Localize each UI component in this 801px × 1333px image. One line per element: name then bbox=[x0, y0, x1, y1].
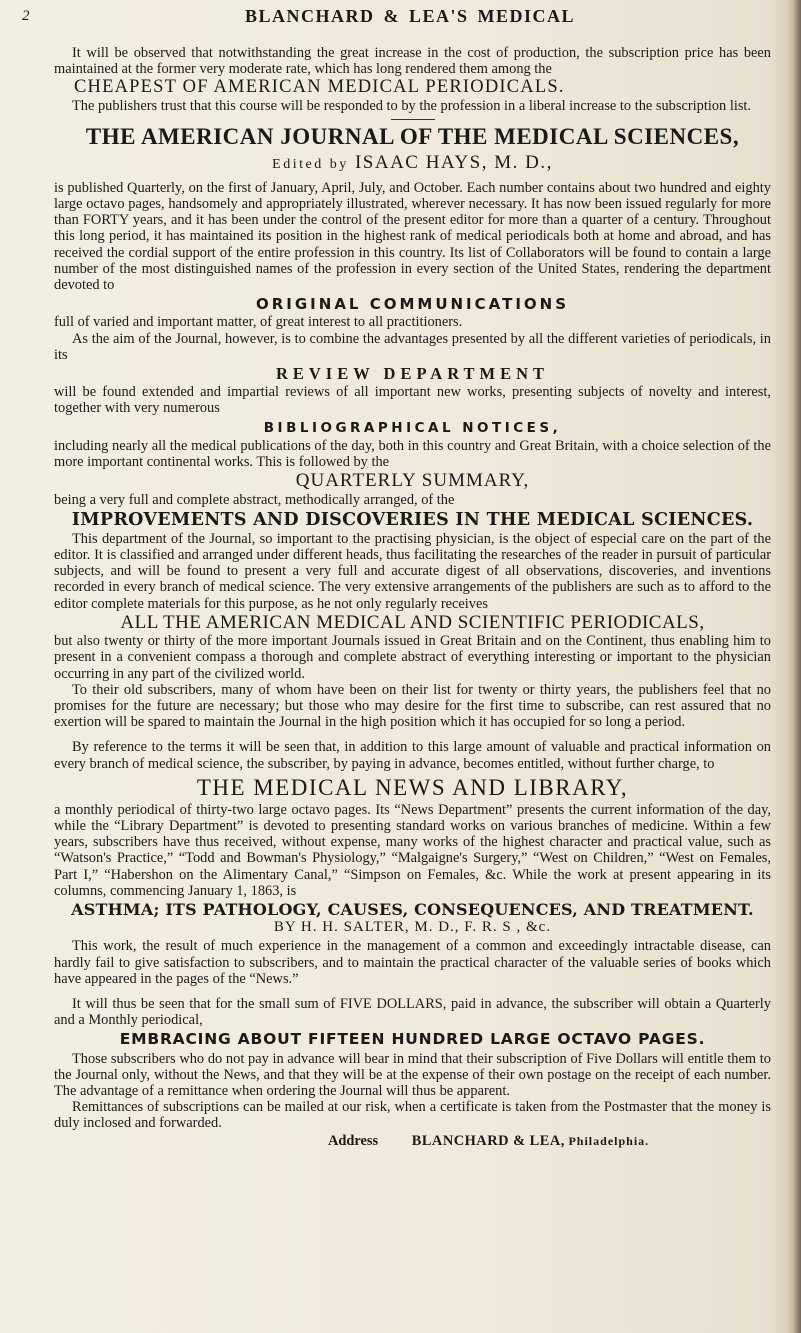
edited-by-label: Edited by bbox=[272, 156, 349, 172]
heading-bibliographical-notices: BIBLIOGRAPHICAL NOTICES, bbox=[263, 419, 562, 436]
address-label: Address bbox=[328, 1132, 379, 1149]
news-description: a monthly periodical of thirty-two large octavo pages. Its “News Department” presents the current information of the day, while the “Library Department” is devoted to presenting standard works on various branches of medicine. Within a few years, subscribers have thus received, without expense, many works of the highest character and practical value, such as “Watson's Practice,” “Todd and Bowman's Physiology,” “Malgaigne's Surgery,” “West on Children,” “West on Females, Part I,” “Habershon on the Alimentary Canal,” “Simpson on Females, &c. While the work at present appearing in its columns, commencing January 1, 1863, is bbox=[54, 801, 771, 899]
spacer bbox=[54, 987, 771, 996]
heading-review-department: REVIEW DEPARTMENT bbox=[275, 364, 550, 384]
review-text: will be found extended and impartial reviews of all important new works, presenting subjects of novelty and interest, together with very numerous bbox=[54, 384, 771, 417]
terms-remittances: Remittances of subscriptions can be mailed at our risk, when a certificate is taken from the Postmaster that the money is duly inclosed and forwarded. bbox=[54, 1099, 771, 1132]
intro-paragraph: It will be observed that notwithstanding the great increase in the cost of production, the subscription price has been maintained at the former very moderate rate, which has long rendered them among the bbox=[54, 45, 771, 78]
heading-quarterly-summary: QUARTERLY SUMMARY, bbox=[295, 470, 530, 492]
news-intro: By reference to the terms it will be seen that, in addition to this large amount of valuable and practical information on every branch of medical science, the subscriber, by paying in advance, becomes entitled, without further charge, to bbox=[54, 739, 771, 772]
heading-asthma: ASTHMA; ITS PATHOLOGY, CAUSES, CONSEQUENCES, AND TREATMENT. bbox=[71, 899, 754, 919]
old-subscribers-text: To their old subscribers, many of whom have been on their list for twenty or thirty years, the publishers feel that no promises for the future are necessary; but those who may desire for the first time to subscribe, can rest assured that no exertion will be spared to maintain the Journal in the high position which it has occupied for so long a period. bbox=[54, 681, 771, 731]
review-intro: As the aim of the Journal, however, is to combine the advantages presented by all the different varieties of periodicals, in its bbox=[54, 330, 771, 363]
heading-editor bbox=[54, 152, 771, 176]
header bbox=[0, 0, 801, 40]
bib-text: including nearly all the medical publications of the day, both in this country and Great Britain, with a choice selection of the more important continental works. This is followed by the bbox=[54, 437, 771, 471]
heading-cheapest: CHEAPEST OF AMERICAN MEDICAL PERIODICALS. bbox=[74, 77, 565, 98]
intro-follow: The publishers trust that this course will be responded to by the profession in a liberal increase to the subscription list. bbox=[72, 97, 752, 114]
heading-journal-title: THE AMERICAN JOURNAL OF THE MEDICAL SCIENCES, bbox=[85, 123, 740, 149]
page-number: 2 bbox=[22, 8, 30, 24]
terms-non-advance: Those subscribers who do not pay in advance will bear in mind that their subscription of Five Dollars will entitle them to the Journal only, without the News, and that they will be at the expense of their own postage on the receipt of each number. The advantage of a remittance when ordering the Journal will thus be apparent. bbox=[54, 1050, 771, 1099]
running-head: BLANCHARD & LEA'S MEDICAL bbox=[244, 6, 576, 26]
heading-all-periodicals: ALL THE AMERICAN MEDICAL AND SCIENTIFIC PERIODICALS, bbox=[120, 611, 705, 633]
original-text: full of varied and important matter, of great interest to all practitioners. bbox=[54, 314, 463, 331]
heading-improvements: IMPROVEMENTS AND DISCOVERIES IN THE MEDICAL SCIENCES. bbox=[71, 509, 754, 530]
article-body bbox=[54, 45, 771, 1149]
asthma-author: BY H. H. SALTER, M. D., F. R. S , &c. bbox=[273, 919, 552, 936]
address-line bbox=[54, 1133, 771, 1149]
heading-medical-news: THE MEDICAL NEWS AND LIBRARY, bbox=[196, 774, 629, 800]
all-text: but also twenty or thirty of the more important Journals issued in Great Britain and on the Continent, thus enabling him to present in a convenient compass a thorough and complete abstract of everything interesting or important to the physician occurring in any part of the civilized world. bbox=[54, 633, 771, 682]
terms-intro: It will thus be seen that for the small sum of FIVE DOLLARS, paid in advance, the subscriber will obtain a Quarterly and a Monthly periodical, bbox=[54, 995, 771, 1029]
heading-embracing: EMBRACING ABOUT FIFTEEN HUNDRED LARGE OCTAVO PAGES. bbox=[119, 1030, 706, 1049]
address-city: Philadelphia. bbox=[568, 1133, 650, 1148]
journal-description: is published Quarterly, on the first of January, April, July, and October. Each number contains about two hundred and eighty large octavo pages, handsomely and appropriately illustrated, wherever necessary. It has now been issued regularly for more than FORTY years, and it has been under the control of the present editor for more than a quarter of a century. Throughout this long period, it has maintained its position in the highest rank of medical periodicals both at home and abroad, and has received the cordial support of the entire profession in this country. Its list of Collaborators will be found to contain a large number of the most distinguished names of the profession in every section of the United States, rendering the department devoted to bbox=[54, 179, 771, 294]
asthma-text: This work, the result of much experience in the management of a common and exceedingly intractable disease, can hardly fail to give satisfaction to subscribers, and to maintain the practical character of the valuable series of books which have appeared in the pages of the “News.” bbox=[54, 938, 771, 987]
page-edge bbox=[787, 0, 801, 1333]
address-publisher: BLANCHARD & LEA, bbox=[411, 1132, 565, 1149]
editor-name: ISAAC HAYS, M. D., bbox=[354, 151, 553, 173]
summary-text: being a very full and complete abstract, methodically arranged, of the bbox=[54, 492, 455, 509]
heading-original-communications: ORIGINAL COMMUNICATIONS bbox=[255, 295, 570, 314]
divider bbox=[391, 119, 435, 120]
spacer bbox=[54, 730, 771, 739]
improvements-text: This department of the Journal, so important to the practising physician, is the object of especial care on the part of the editor. It is classified and arranged under different heads, thus facilitating the researches of the reader in pursuit of particular subjects, and will be found to present a very full and accurate digest of all observations, discoveries, and inventions recorded in every branch of medical science. The very extensive arrangements of the publishers are such as to afford to the editor complete materials for this purpose, as he not only regularly receives bbox=[54, 530, 771, 612]
